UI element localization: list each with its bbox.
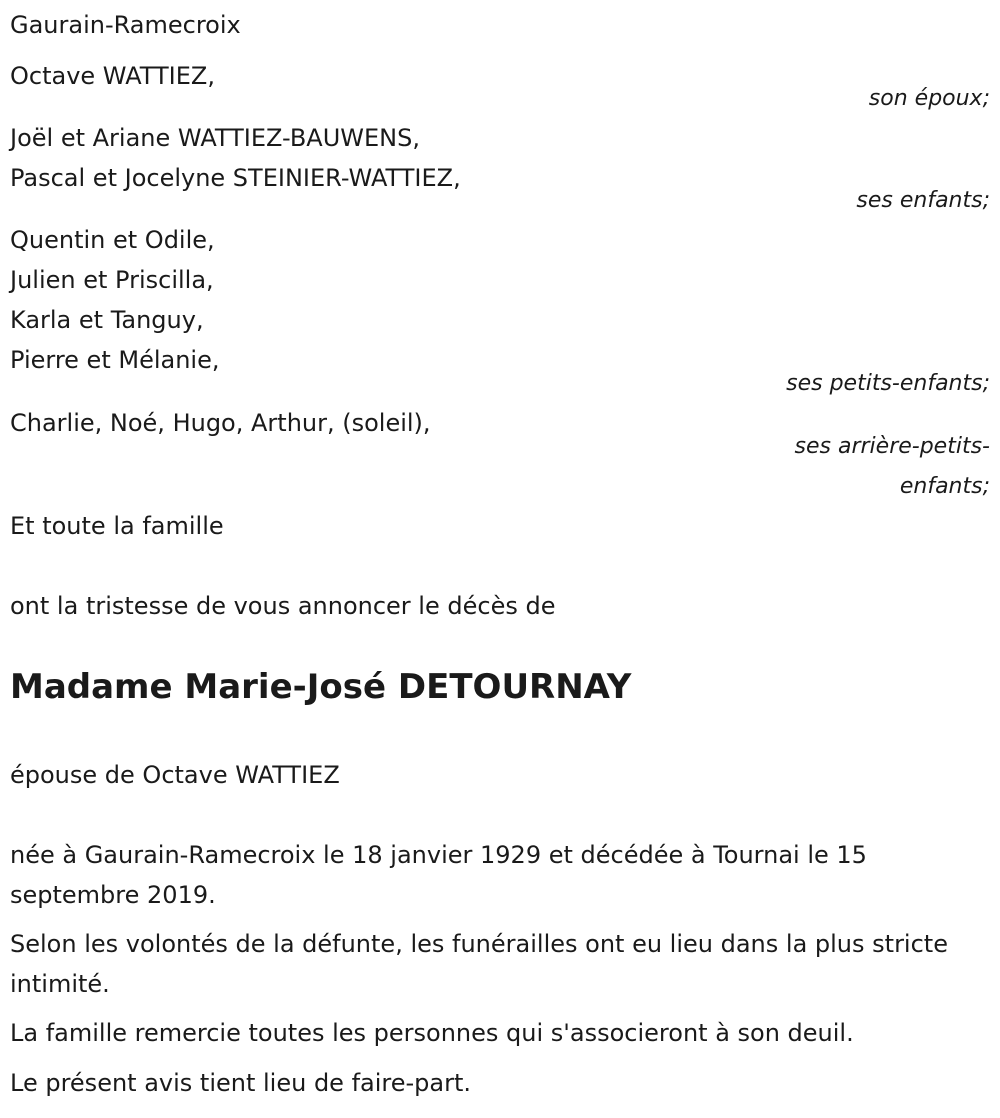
family-name-line: Julien et Priscilla, (10, 266, 214, 294)
family-name-line: Pierre et Mélanie, (10, 346, 220, 374)
family-name-line: Charlie, Noé, Hugo, Arthur, (soleil), (10, 409, 431, 437)
family-name-line: Karla et Tanguy, (10, 306, 204, 334)
relation-label: ses petits-enfants; (786, 371, 990, 396)
relation-label: ses arrière-petits- (794, 434, 990, 459)
family-name-line: Quentin et Odile, (10, 226, 215, 254)
thanks-text: La famille remercie toutes les personnes qui s'associeront à son deuil. (10, 1019, 854, 1047)
relation-label: ses enfants; (856, 188, 990, 213)
birth-death-text: née à Gaurain-Ramecroix le 18 janvier 1929 et décédée à Tournai le 15 septembre 2019. (10, 841, 867, 909)
family-name-line: Joël et Ariane WATTIEZ-BAUWENS, (10, 124, 420, 152)
family-name-line: Octave WATTIEZ, (10, 62, 215, 90)
relation-label: enfants; (899, 474, 990, 499)
relation-label: son époux; (868, 86, 990, 111)
obituary-notice (10, 0, 990, 1118)
family-name-line: Pascal et Jocelyne STEINIER-WATTIEZ, (10, 164, 461, 192)
funeral-wishes-text: Selon les volontés de la défunte, les funérailles ont eu lieu dans la plus stricte intimité. (10, 930, 948, 998)
announcement-text: ont la tristesse de vous annoncer le décès de (10, 592, 556, 620)
deceased-name: Madame Marie-José DETOURNAY (10, 667, 632, 707)
notice-note: Le présent avis tient lieu de faire-part. (10, 1069, 472, 1097)
closing-family: Et toute la famille (10, 512, 224, 540)
place-name: Gaurain-Ramecroix (10, 11, 241, 39)
spouse-line: épouse de Octave WATTIEZ (10, 761, 340, 789)
